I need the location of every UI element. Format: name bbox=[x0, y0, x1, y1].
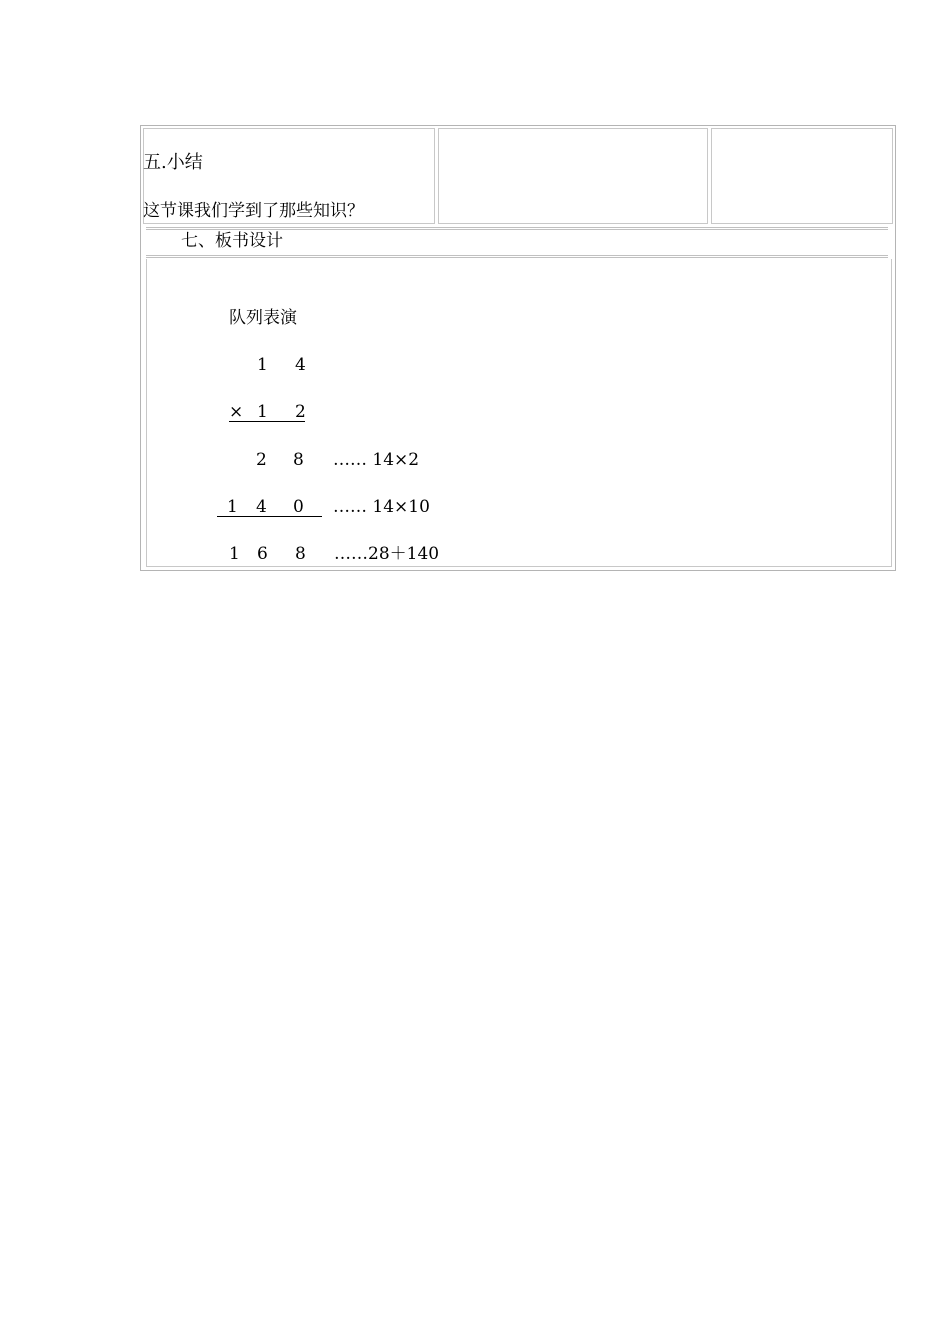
multiply-sign: × bbox=[229, 402, 244, 422]
multiplicand-digit: 1 bbox=[257, 355, 268, 375]
multiplier-digit: 1 bbox=[257, 402, 268, 422]
result-digit: 8 bbox=[295, 544, 306, 564]
partial1-digit: 8 bbox=[293, 450, 304, 470]
row-divider-top bbox=[146, 227, 888, 228]
result-digit: 6 bbox=[257, 544, 268, 564]
row-divider-bottom bbox=[146, 255, 888, 256]
empty-cell-right bbox=[711, 128, 893, 224]
empty-cell-middle bbox=[438, 128, 708, 224]
partial1-digit: 2 bbox=[256, 450, 267, 470]
summary-question: 这节课我们学到了那些知识？ bbox=[143, 201, 364, 221]
summary-heading: 五.小结 bbox=[143, 152, 203, 173]
result-note: ……28＋140 bbox=[334, 544, 440, 564]
section-heading: 七、板书设计 bbox=[181, 231, 283, 251]
partial2-digit: 4 bbox=[256, 497, 267, 517]
board-title: 队列表演 bbox=[229, 308, 297, 328]
multiplier-underline bbox=[229, 421, 305, 422]
result-digit: 1 bbox=[229, 544, 240, 564]
partial2-underline bbox=[217, 516, 322, 517]
multiplicand-digit: 4 bbox=[295, 355, 306, 375]
partial2-note: …… 14×10 bbox=[333, 497, 430, 517]
row-divider-top-2 bbox=[146, 229, 888, 230]
partial2-digit: 0 bbox=[293, 497, 304, 517]
partial1-note: …… 14×2 bbox=[333, 450, 420, 470]
row-divider-bottom-2 bbox=[146, 257, 888, 258]
multiplier-digit: 2 bbox=[295, 402, 306, 422]
partial2-digit: 1 bbox=[227, 497, 238, 517]
